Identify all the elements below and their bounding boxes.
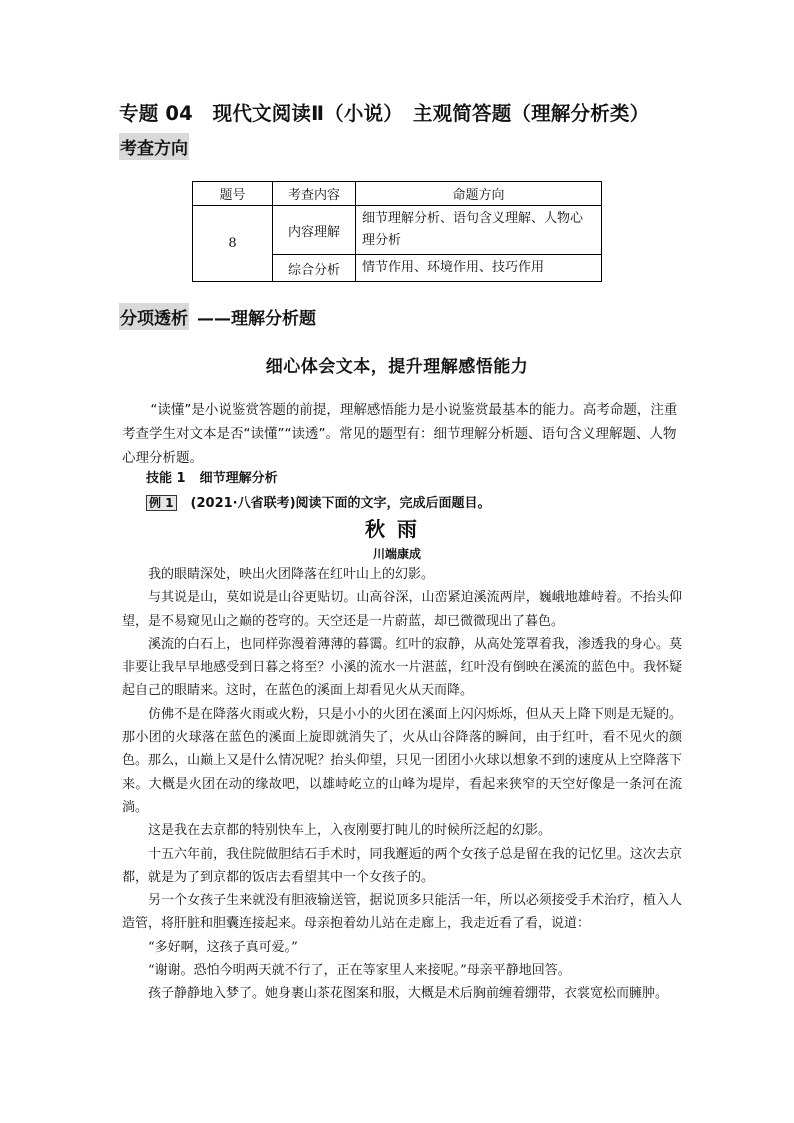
example-heading (146, 492, 491, 511)
question-number-cell: 8 (193, 206, 273, 282)
table-cell: 细节理解分析、语句含义理解、人物心理分析 (356, 206, 602, 255)
story-paragraph: 与其说是山，莫如说是山谷更贴切。山高谷深，山峦紧迫溪流两岸，巍峨地雄峙着。不抬头仰望，是不易窥见山之巅的苍穹的。天空还是一片蔚蓝，却已微微现出了暮色。 (122, 590, 682, 629)
table-header: 题号 (193, 182, 273, 206)
story-paragraph: 十五六年前，我住院做胆结石手术时，同我邂逅的两个女孩子总是留在我的记忆里。这次去京都，就是为了到京都的饭店去看望其中一个女孩子的。 (122, 846, 682, 885)
story-author: 川端康成 (372, 547, 421, 561)
skill-label: 技能 1 (146, 471, 186, 486)
skill-name: 细节理解分析 (199, 471, 278, 486)
story-paragraph: “多好啊，这孩子真可爱。” (148, 939, 298, 955)
exam-table (192, 181, 602, 282)
table-cell: 内容理解 (273, 206, 356, 255)
story-paragraph: 仿佛不是在降落火雨或火粉，只是小小的火团在溪面上闪闪烁烁，但从天上降下则是无疑的。那小团的火球落在蓝色的溪面上旋即就消失了，火从山谷降落的瞬间，由于红叶，看不见火的颜色。那么，山巅上又是什么情况呢？抬头仰望，只见一团团小火球以想象不到的速度从上空降落下来。大概是火团在动的缘故吧，以雄峙屹立的山峰为堤岸，看起来狭窄的天空好像是一条河在流淌。 (122, 706, 682, 815)
story-paragraph: 这是我在去京都的特别快车上，入夜刚要打盹儿的时候所泛起的幻影。 (148, 823, 552, 839)
table-header: 考查内容 (273, 182, 356, 206)
section-subtitle: 细心体会文本，提升理解感悟能力 (265, 357, 529, 377)
story-paragraph: 溪流的白石上，也同样弥漫着薄薄的暮霭。红叶的寂静，从高处笼罩着我，渗透我的身心。莫非要让我早早地感受到日暮之将至？小溪的流水一片湛蓝，红叶没有倒映在溪流的蓝色中。我怀疑起自己的眼睛来。这时，在蓝色的溪面上却看见火从天而降。 (122, 636, 682, 699)
story-title: 秋雨 (365, 517, 429, 541)
story-paragraph: “谢谢。恐怕今明两天就不行了，正在等家里人来接呢。”母亲平静地回答。 (148, 963, 571, 979)
example-label: 例 1 (146, 495, 177, 511)
table-cell: 情节作用、环境作用、技巧作用 (356, 255, 602, 282)
story-paragraph: 另一个女孩子生来就没有胆液输送管，据说顶多只能活一年，所以必须接受手术治疗，植入人造管，将肝脏和胆囊连接起来。母亲抱着幼儿站在走廊上，我走近看了看，说道： (122, 893, 682, 932)
story-paragraph: 孩子静静地入梦了。她身裹山茶花图案和服，大概是术后胸前缠着绷带，衣裳宽松而臃肿。 (148, 986, 669, 1002)
section-heading-analysis-tail: ——理解分析题 (197, 309, 316, 329)
table-header: 命题方向 (356, 182, 602, 206)
story-body (122, 563, 682, 1006)
story-paragraph: 我的眼睛深处，映出火团降落在红叶山上的幻影。 (148, 567, 435, 582)
page-title: 专题 04 现代文阅读Ⅱ（小说） 主观简答题（理解分析类） (119, 102, 650, 125)
section-heading-direction: 考查方向 (119, 133, 189, 160)
table-cell: 综合分析 (273, 255, 356, 282)
table-header-row (193, 182, 602, 206)
intro-paragraph: “读懂”是小说鉴赏答题的前提，理解感悟能力是小说鉴赏最基本的能力。高考命题，注重考查学生对文本是否“读懂”“读透”。常见的题型有：细节理解分析题、语句含义理解题、人物心理分析题。 (122, 402, 678, 466)
example-text: (2021·八省联考)阅读下面的文字，完成后面题目。 (190, 496, 491, 511)
section-heading-analysis: 分项透析 (119, 303, 189, 330)
table-row (193, 206, 602, 255)
skill-heading (146, 467, 278, 486)
